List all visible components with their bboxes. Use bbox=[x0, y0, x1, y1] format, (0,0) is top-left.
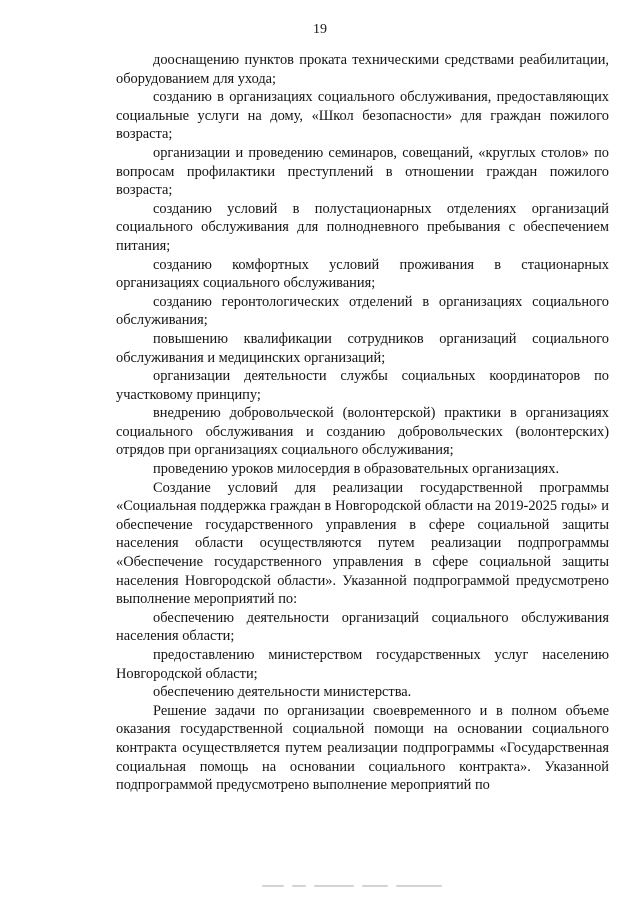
paragraph: Решение задачи по организации своевременного и в полном объеме оказания государственной социальной помощи на основании социального контракта осуществляется путем реализации подпрограммы «Государственная социальная помощь на основании социального контракта». Указанной подпрограммой предусмотрено выполнение мероприятий по bbox=[116, 702, 609, 794]
paragraph: организации и проведению семинаров, совещаний, «круглых столов» по вопросам профилактики преступлений в отношении граждан пожилого возраста; bbox=[116, 144, 609, 199]
paragraph: обеспечению деятельности организаций социального обслуживания населения области; bbox=[116, 609, 609, 645]
paragraph: Создание условий для реализации государственной программы «Социальная поддержка граждан в Новгородской области на 2019-2025 годы» и обеспечение государственного управления в сфере социальной защиты населения области осуществляются путем реализации подпрограммы «Обеспечение государственного управления в сфере социальной защиты населения Новгородской области». Указанной подпрограммой предусмотрено выполнение мероприятий по: bbox=[116, 479, 609, 608]
paragraph: дооснащению пунктов проката техническими средствами реабилитации, оборудованием для ухода; bbox=[116, 52, 609, 87]
paragraph: проведению уроков милосердия в образовательных организациях. bbox=[153, 461, 560, 478]
paragraph: созданию условий в полустационарных отделениях организаций социального обслуживания для полнодневного пребывания с обеспечением питания; bbox=[116, 200, 609, 254]
paragraph: созданию комфортных условий проживания в стационарных организациях социального обслуживания; bbox=[116, 256, 609, 292]
paragraph: повышению квалификации сотрудников организаций социального обслуживания и медицинских организаций; bbox=[116, 330, 609, 366]
paragraph: внедрению добровольческой (волонтерской) практики в организациях социального обслуживания и созданию добровольческих (волонтерских) отрядов при организациях социального обслуживания; bbox=[116, 405, 609, 459]
scan-artifact bbox=[262, 884, 442, 889]
paragraph: обеспечению деятельности министерства. bbox=[153, 684, 412, 701]
paragraph: созданию геронтологических отделений в организациях социального обслуживания; bbox=[116, 293, 609, 329]
paragraph: предоставлению министерством государственных услуг населению Новгородской области; bbox=[116, 647, 609, 682]
paragraph: организации деятельности службы социальных координаторов по участковому принципу; bbox=[116, 368, 609, 403]
paragraph: созданию в организациях социального обслуживания, предоставляющих социальные услуги на дому, «Школ безопасности» для граждан пожилого возраста; bbox=[116, 89, 609, 143]
document-body bbox=[116, 51, 609, 795]
page-number: 19 bbox=[313, 22, 327, 37]
